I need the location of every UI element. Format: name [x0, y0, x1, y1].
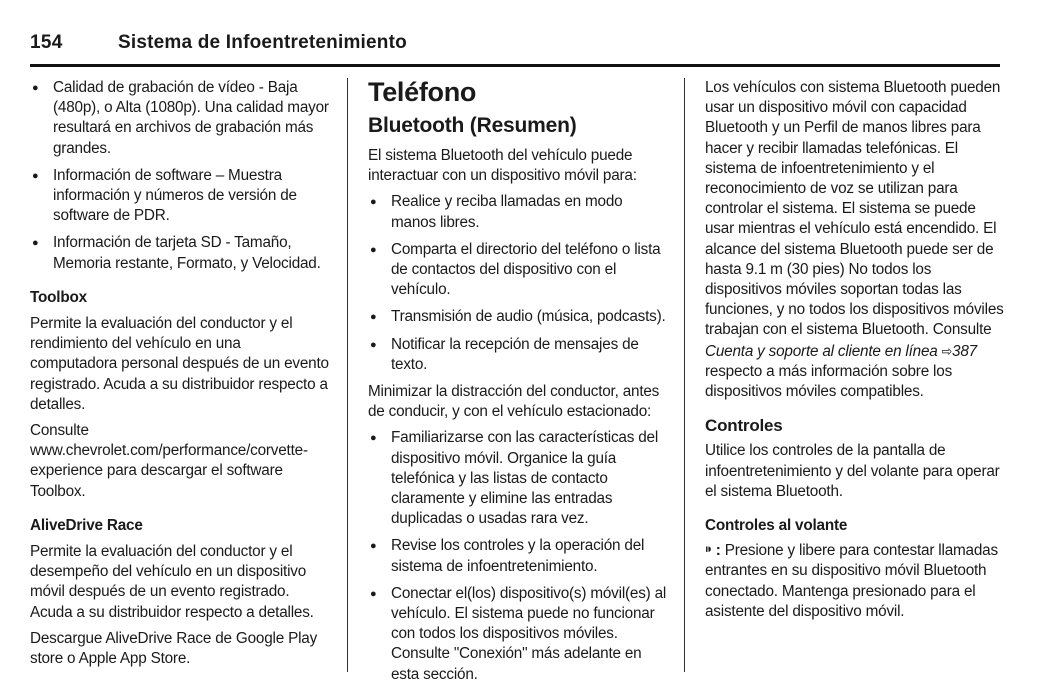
toolbox-heading: Toolbox	[30, 288, 87, 306]
alivedrive-download-paragraph: Descargue AliveDrive Race de Google Play store o Apple App Store.	[30, 629, 318, 668]
list-item: ● Información de software – Muestra información y números de versión de software de PDR.	[30, 166, 330, 227]
section-subtitle: Bluetooth (Resumen)	[368, 114, 577, 137]
running-title: Sistema de Infoentretenimiento	[118, 32, 407, 53]
list-item: ● Comparta el directorio del teléfono o lista de contactos del dispositivo con el vehículo.	[368, 240, 668, 301]
column-divider-2	[684, 78, 685, 672]
page-header	[30, 30, 1000, 67]
list-item: ● Transmisión de audio (música, podcasts).	[368, 307, 668, 327]
controls-paragraph: Utilice los controles de la pantalla de infoentretenimiento y del volante para operar el sistema Bluetooth.	[705, 442, 1000, 500]
list-item: ● Revise los controles y la operación del sistema de infoentretenimiento.	[368, 536, 668, 576]
alivedrive-paragraph: Permite la evaluación del conductor y el desempeño del vehículo en un dispositivo móvil después de un evento registrado. Acuda a su distribuidor respecto a detalles.	[30, 543, 314, 621]
voice-call-icon: ⁍ :	[705, 542, 721, 560]
steering-controls-heading: Controles al volante	[705, 517, 848, 535]
overview-text: Los vehículos con sistema Bluetooth pueden usar un dispositivo móvil con capacidad Bluetooth y un Perfil de manos libres para hacer y recibir llamadas telefónicas. El sistema de infoentretenimiento y el reconocimiento de voz se utilizan para controlar el sistema. El sistema se puede usar mientras el vehículo está encendido. El alcance del sistema Bluetooth puede ser de hasta 9.1 m (30 pies) No todos los dispositivos móviles soportan todas las funciones, y no todos los dispositivos móviles trabajan con el sistema Bluetooth. Consulte	[705, 79, 1004, 339]
column-right	[705, 78, 1005, 628]
toolbox-paragraph: Permite la evaluación del conductor y el rendimiento del vehículo en una computadora personal después de un evento registrado. Acuda a su distribuidor respecto a detalles.	[30, 315, 329, 413]
list-item: ● Conectar el(los) dispositivo(s) móvil(es) al vehículo. El sistema puede no funcionar con todos los dispositivos móviles. Consulte "Conexión" más adelante en esta sección.	[368, 584, 668, 685]
column-left	[30, 78, 330, 675]
list-item: ● Familiarizarse con las características del dispositivo móvil. Organice la guía telefónica y las listas de contacto claramente y elimine las entradas duplicadas o usadas rara vez.	[368, 428, 668, 529]
list-item: ● Información de tarjeta SD - Tamaño, Memoria restante, Formato, y Velocidad.	[30, 233, 330, 273]
steering-controls-paragraph	[705, 541, 1005, 622]
cross-reference-link[interactable]: Cuenta y soporte al cliente en línea	[705, 342, 938, 360]
preparation-list	[368, 428, 668, 684]
column-middle	[368, 78, 668, 692]
steering-controls-text: Presione y libere para contestar llamadas entrantes en su dispositivo móvil Bluetooth conectado. Mantenga presionado para el asistente del dispositivo móvil.	[705, 542, 998, 620]
list-item: ● Notificar la recepción de mensajes de texto.	[368, 335, 668, 375]
column-divider-1	[347, 78, 348, 672]
settings-bullet-list	[30, 78, 330, 274]
capabilities-list	[368, 192, 668, 375]
list-item: ● Calidad de grabación de vídeo - Baja (480p), o Alta (1080p). Una calidad mayor resultará en archivos de grabación más grandes.	[30, 78, 330, 159]
alivedrive-heading: AliveDrive Race	[30, 516, 143, 534]
page-reference-arrow-icon: ⇨	[941, 342, 953, 359]
list-item: ● Realice y reciba llamadas en modo manos libres.	[368, 192, 668, 232]
minimize-paragraph: Minimizar la distracción del conductor, antes de conducir, y con el vehículo estacionado:	[368, 383, 660, 421]
intro-paragraph: El sistema Bluetooth del vehículo puede interactuar con un dispositivo móvil para:	[368, 147, 637, 185]
toolbox-download-paragraph: Consulte www.chevrolet.com/performance/corvette-experience para descargar el software Toolbox.	[30, 422, 308, 500]
page-reference-number[interactable]: 387	[952, 342, 977, 360]
bluetooth-overview-paragraph	[705, 78, 1005, 402]
section-title: Teléfono	[368, 77, 477, 107]
controls-heading: Controles	[705, 416, 783, 436]
overview-tail-text: respecto a más información sobre los dispositivos móviles compatibles.	[705, 362, 953, 401]
page-number: 154	[30, 32, 63, 53]
